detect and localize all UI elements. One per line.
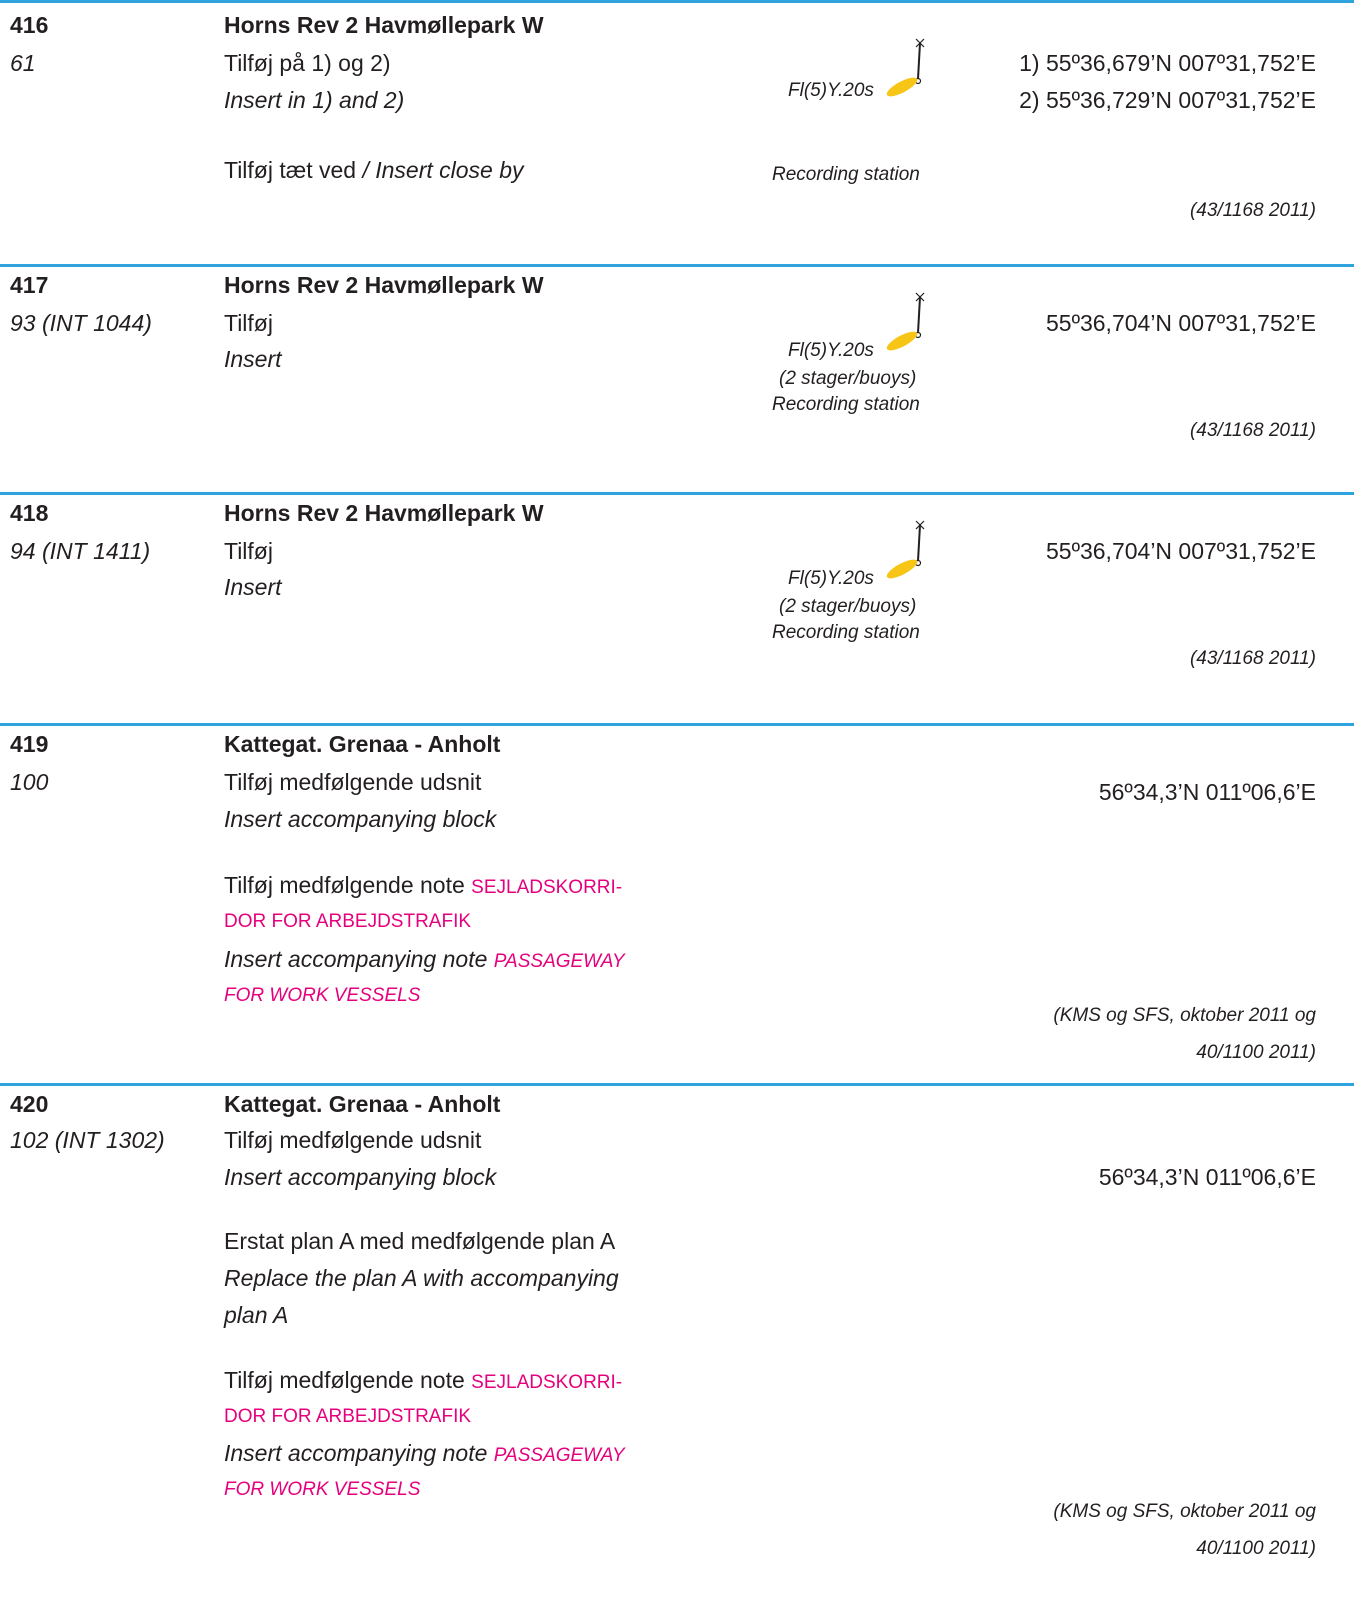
note-instruction: Tilføj medfølgende note	[224, 1367, 465, 1393]
yellow-spar-buoy-icon	[876, 289, 936, 359]
source-reference: (KMS og SFS, oktober 2011 og	[1053, 1501, 1316, 1522]
note-text-continued: FOR WORK VESSELS	[224, 1479, 421, 1500]
note-english	[224, 945, 625, 976]
position-1: 56º34,3’N 011º06,6’E	[1098, 1164, 1316, 1190]
yellow-spar-buoy-icon	[876, 35, 936, 105]
entry-number: 420	[10, 1091, 49, 1117]
note-instruction: Insert accompanying note	[224, 1440, 488, 1466]
instruction-danish: Tilføj medfølgende udsnit	[224, 769, 482, 795]
instruction-english: Insert accompanying block	[224, 806, 497, 832]
recording-station-label: Recording station	[772, 622, 920, 643]
source-reference-continued: 40/1100 2011)	[1196, 1538, 1316, 1559]
recording-station-label: Recording station	[772, 394, 920, 415]
entry-title: Horns Rev 2 Havmøllepark W	[224, 12, 544, 38]
chart-number: 93 (INT 1044)	[10, 310, 152, 336]
entry-number: 417	[10, 272, 49, 298]
light-character: Fl(5)Y.20s	[788, 340, 874, 361]
entry-title: Kattegat. Grenaa - Anholt	[224, 1091, 501, 1117]
source-reference: (43/1168 2011)	[1189, 648, 1316, 669]
note-text: PASSAGEWAY	[493, 951, 625, 972]
light-character: Fl(5)Y.20s	[788, 80, 874, 101]
entry-number: 416	[10, 12, 49, 38]
buoys-label: (2 stager/buoys)	[779, 368, 917, 389]
instruction-english: Insert	[224, 346, 282, 372]
entry-418	[0, 492, 1354, 721]
note-text-continued: DOR FOR ARBEJDSTRAFIK	[224, 1406, 472, 1427]
entry-title: Horns Rev 2 Havmøllepark W	[224, 272, 544, 298]
entry-420	[0, 1083, 1354, 1606]
instruction-english: Insert	[224, 574, 282, 600]
entry-number: 418	[10, 500, 49, 526]
instruction-danish: Tilføj medfølgende udsnit	[224, 1127, 482, 1153]
instruction-danish: Tilføj tæt ved	[224, 157, 357, 183]
instruction-danish: Tilføj	[224, 310, 273, 336]
entry-417	[0, 264, 1354, 489]
chart-number: 94 (INT 1411)	[10, 538, 151, 564]
instruction-danish: Tilføj	[224, 538, 273, 564]
instruction-close-by	[224, 156, 524, 184]
note-instruction: Insert accompanying note	[224, 946, 488, 972]
source-reference: (KMS og SFS, oktober 2011 og	[1053, 1005, 1316, 1026]
position-2: 2) 55º36,729’N 007º31,752’E	[1019, 87, 1316, 113]
instruction-english: Insert in 1) and 2)	[224, 87, 405, 113]
source-reference: (43/1168 2011)	[1189, 200, 1316, 221]
source-reference-continued: 40/1100 2011)	[1196, 1042, 1316, 1063]
instruction-english: Insert accompanying block	[224, 1164, 497, 1190]
note-danish	[224, 1366, 622, 1397]
position-1: 55º36,704’N 007º31,752’E	[1045, 538, 1316, 564]
chart-number: 100	[10, 769, 49, 795]
note-danish	[224, 871, 622, 902]
replace-english-continued: plan A	[224, 1302, 289, 1328]
position-1: 55º36,704’N 007º31,752’E	[1045, 310, 1316, 336]
entry-title: Horns Rev 2 Havmøllepark W	[224, 500, 544, 526]
instruction-danish: Tilføj på 1) og 2)	[224, 50, 391, 76]
note-english	[224, 1439, 625, 1470]
note-instruction: Tilføj medfølgende note	[224, 872, 465, 898]
source-reference: (43/1168 2011)	[1189, 420, 1316, 441]
note-text: SEJLADSKORRI-	[471, 877, 623, 898]
position-1: 56º34,3’N 011º06,6’E	[1098, 779, 1316, 805]
instruction-english: Insert close by	[375, 157, 524, 183]
replace-danish: Erstat plan A med medfølgende plan A	[224, 1228, 616, 1254]
note-text-continued: DOR FOR ARBEJDSTRAFIK	[224, 911, 472, 932]
entry-title: Kattegat. Grenaa - Anholt	[224, 731, 501, 757]
separator: /	[356, 157, 376, 183]
buoys-label: (2 stager/buoys)	[779, 596, 917, 617]
entry-419	[0, 723, 1354, 1082]
entry-416	[0, 0, 1354, 261]
replace-english: Replace the plan A with accompanying	[224, 1265, 619, 1291]
note-text: PASSAGEWAY	[493, 1445, 625, 1466]
note-text: SEJLADSKORRI-	[471, 1372, 623, 1393]
recording-station-label: Recording station	[772, 164, 920, 185]
entry-number: 419	[10, 731, 49, 757]
note-text-continued: FOR WORK VESSELS	[224, 985, 421, 1006]
yellow-spar-buoy-icon	[876, 517, 936, 587]
light-character: Fl(5)Y.20s	[788, 568, 874, 589]
chart-number: 102 (INT 1302)	[10, 1127, 165, 1153]
position-1: 1) 55º36,679’N 007º31,752’E	[1019, 50, 1316, 76]
chart-number: 61	[10, 50, 36, 76]
